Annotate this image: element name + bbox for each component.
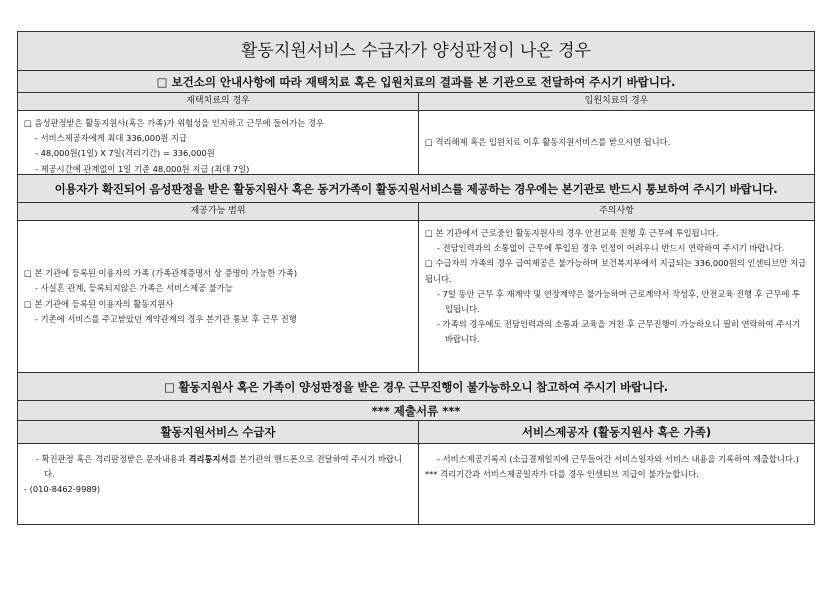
section3-banner: □ 활동지원사 혹은 가족이 양성판정을 받은 경우 근무진행이 불가능하오니 참고하여 주시기 바랍니다.	[18, 373, 814, 401]
section2-banner: 이용자가 확진되어 음성판정을 받은 활동지원사 혹은 동거가족이 활동지원서비스를 제공하는 경우에는 본기관로 반드시 통보하여 주시기 바랍니다.	[18, 175, 814, 203]
caution-line: - 가족의 경우에도 전담인력과의 소통과 교육을 거친 후 근무진행이 가능하오니 필히 연락하여 주시기 바랍니다.	[437, 319, 801, 345]
scope-header: 제공가능 범위	[18, 203, 419, 220]
recipient-instruction: - 확진판정 혹은 격리판정받은 문자내용과 격리통지서를 본기관의 핸드폰으로 전달하여 주시기 바랍니다.	[36, 454, 402, 480]
section1-banner: □ 보건소의 안내사항에 따라 재택치료 혹은 입원치료의 결과를 본 기관으로 전달하여 주시기 바랍니다.	[18, 71, 814, 93]
scope-line: - 사실혼 관계, 등록되지않은 가족은 서비스제공 불가능	[35, 283, 233, 294]
section1-body	[18, 111, 814, 175]
section2-headers	[18, 203, 814, 221]
section3-body	[18, 444, 814, 524]
caution-line: □ 수급자의 가족의 경우 급여제공은 불가능하며 보건복지부에서 지급되는 336,000원의 인센티브만 지급됩니다.	[425, 258, 807, 284]
caution-line: - 7일 동안 근무 후 재계약 및 연장계약은 불가능하며 근로계약서 작성후, 안전교육 진행 후 근무에 투입됩니다.	[437, 288, 801, 315]
scope-line: - 기존에 서비스를 주고받았던 계약관계의 경우 본기관 통보 후 근무 진행	[35, 313, 297, 324]
home-treatment-line: - 서비스제공자에게 최대 336,000원 지급	[35, 133, 188, 144]
home-treatment-content	[18, 111, 419, 174]
caution-line: □ 본 기관에서 근로중인 활동지원사의 경우 안전교육 진행 후 근무에 투입됩니다.	[425, 228, 719, 238]
provider-content	[419, 444, 814, 524]
hospital-treatment-content	[419, 111, 814, 174]
section2-body	[18, 221, 814, 373]
quarantine-notice-text: 격리통지서	[188, 454, 229, 464]
page-title: 활동지원서비스 수급자가 양성판정이 나온 경우	[18, 32, 814, 71]
scope-line: □ 본 기관에 등록된 이용자의 활동지원사	[24, 298, 174, 309]
home-treatment-line: - 48,000원(1일) X 7일(격리기간) = 336,000원	[35, 148, 215, 159]
provider-line: *** 격리기간과 서비스제공일자가 다를 경우 인센티브 지급이 불가능합니다.	[425, 469, 699, 480]
recipient-content	[18, 444, 419, 524]
section1-headers	[18, 93, 814, 111]
document-table	[17, 31, 815, 525]
caution-content	[419, 221, 814, 372]
documents-title: *** 제출서류 ***	[18, 401, 814, 421]
section3-headers	[18, 421, 814, 444]
scope-content	[18, 221, 419, 372]
scope-line: □ 본 기관에 등록된 이용자의 가족 (가족관계증명서 상 증명이 가능한 가족)	[24, 268, 298, 279]
caution-line: - 전담인력과의 소통없이 근무에 투입된 경우 인정이 어려우니 반드시 연락하여 주시기 바랍니다.	[437, 243, 785, 254]
provider-header: 서비스제공자 (활동지원사 혹은 가족)	[419, 421, 814, 443]
home-treatment-header: 재택치료의 경우	[18, 93, 419, 110]
home-treatment-line: - 제공시간에 관계없이 1일 기준 48,000원 지급 (최대 7일)	[35, 163, 250, 174]
contact-phone: - (010-8462-9989)	[24, 484, 101, 495]
provider-line: - 서비스제공기록지 (소급결제일지에 근무들어간 서비스일자와 서비스 내용을 기록하여 제출합니다.)	[437, 454, 799, 464]
caution-header: 주의사항	[419, 203, 814, 220]
recipient-header: 활동지원서비스 수급자	[18, 421, 419, 443]
hospital-treatment-header: 입원치료의 경우	[419, 93, 814, 110]
hospital-treatment-text: □ 격리해제 혹은 입원치료 이후 활동지원서비스를 받으시면 됩니다.	[425, 136, 671, 147]
home-treatment-line: □ 음성판정받은 활동지원사(혹은 가족)가 위험성을 인지하고 근무에 들어가는 경우	[24, 118, 324, 128]
